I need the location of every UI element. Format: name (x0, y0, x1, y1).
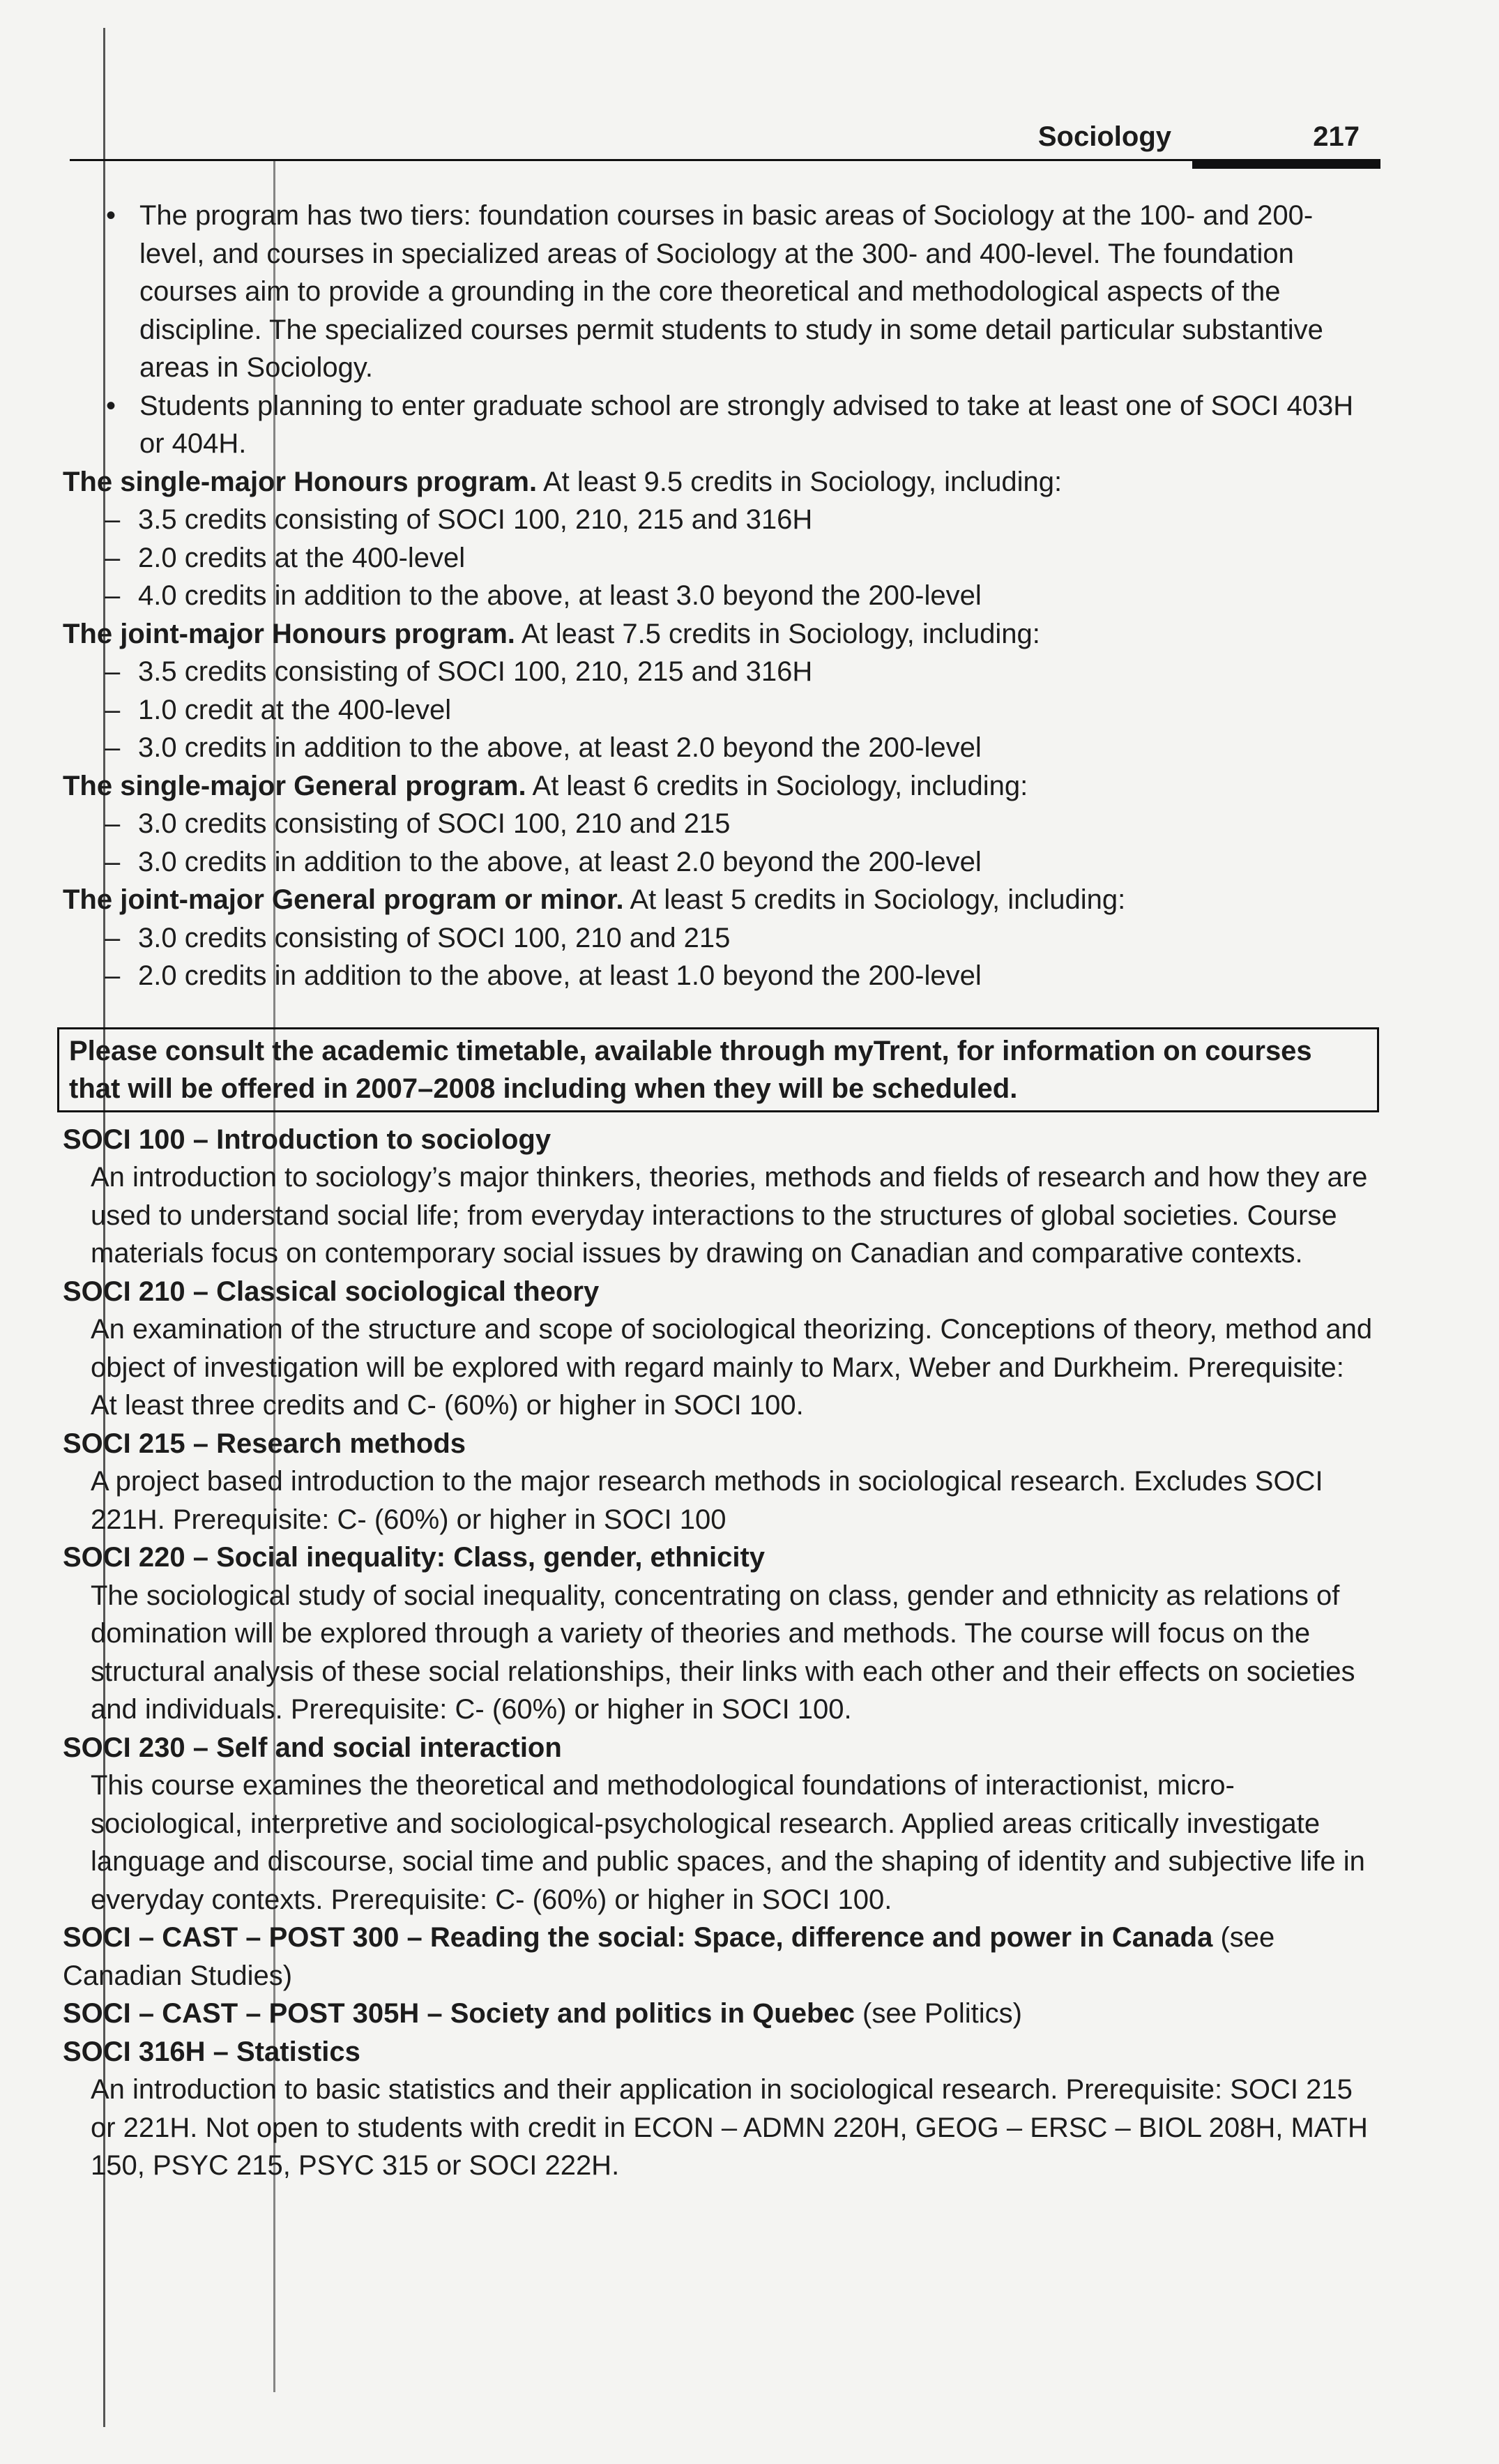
page-content (63, 197, 1374, 2185)
program-title: The joint-major Honours program. (63, 618, 515, 649)
page-number: 217 (1313, 121, 1360, 152)
course-description: An introduction to basic statistics and their application in sociological research. Prerequisite: SOCI 215 or 221H. Not open to students with credit in ECON – ADMN 220H, GEOG – ERSC – BIOL 208H, MATH 150, PSYC 215, PSYC 315 or SOCI 222H. (91, 2074, 1368, 2181)
course-description: The sociological study of social inequality, concentrating on class, gender and ethnicity as relations of domination will be explored through a variety of theories and methods. The course will focus on the structural analysis of these social relationships, their links with each other and their effects on societies and individuals. Prerequisite: C- (60%) or higher in SOCI 100. (91, 1580, 1355, 1725)
course-title: SOCI 316H – Statistics (63, 2036, 360, 2067)
program-title: The joint-major General program or minor. (63, 884, 624, 915)
course-soci-100 (63, 1121, 1374, 1273)
course-description: An introduction to sociology’s major thinkers, theories, methods and fields of research and how they are used to understand social life; from everyday interactions to the structures of global societies. Course materials focus on contemporary social issues by drawing on Canadian and comparative contexts. (91, 1162, 1368, 1269)
program-items (63, 653, 1374, 767)
course-title: SOCI – CAST – POST 305H – Society and politics in Quebec (63, 1998, 855, 2029)
list-item: – 3.0 credits in addition to the above, at least 2.0 beyond the 200-level (63, 729, 1374, 767)
course-title: SOCI 210 – Classical sociological theory (63, 1276, 600, 1307)
program-joint-major-honours (63, 615, 1374, 767)
course-title: SOCI 100 – Introduction to sociology (63, 1124, 551, 1155)
header-rule-accent (1192, 159, 1380, 169)
list-item: – 2.0 credits at the 400-level (63, 539, 1374, 577)
course-soci-cast-post-300 (63, 1919, 1374, 1995)
list-item: – 3.5 credits consisting of SOCI 100, 210, 215 and 316H (63, 653, 1374, 691)
program-requirement: At least 5 credits in Sociology, including: (623, 884, 1126, 915)
list-item: – 3.0 credits in addition to the above, at least 2.0 beyond the 200-level (63, 843, 1374, 882)
course-title: SOCI 230 – Self and social interaction (63, 1732, 562, 1763)
program-items (63, 501, 1374, 615)
list-item: – 3.0 credits consisting of SOCI 100, 210 and 215 (63, 919, 1374, 958)
program-single-major-general (63, 767, 1374, 882)
list-item: – 3.0 credits consisting of SOCI 100, 210 and 215 (63, 805, 1374, 843)
timetable-notice: Please consult the academic timetable, available through myTrent, for information on courses that will be offered in 2007–2008 including when they will be scheduled. (57, 1027, 1379, 1112)
list-item: – 3.5 credits consisting of SOCI 100, 210, 215 and 316H (63, 501, 1374, 539)
course-soci-316h (63, 2033, 1374, 2185)
header-rule (70, 159, 1380, 161)
program-single-major-honours (63, 463, 1374, 615)
program-requirement: At least 9.5 credits in Sociology, including: (537, 466, 1063, 497)
program-title: The single-major Honours program. (63, 466, 538, 497)
course-title: SOCI 220 – Social inequality: Class, gender, ethnicity (63, 1542, 766, 1573)
program-items (63, 805, 1374, 881)
list-item: – 2.0 credits in addition to the above, at least 1.0 beyond the 200-level (63, 957, 1374, 995)
course-soci-215 (63, 1425, 1374, 1539)
program-requirement: At least 6 credits in Sociology, including: (526, 770, 1028, 801)
program-items (63, 919, 1374, 995)
program-requirement: At least 7.5 credits in Sociology, including: (515, 618, 1040, 649)
intro-bullet-1: • The program has two tiers: foundation courses in basic areas of Sociology at the 100- and 200-level, and courses in specialized areas of Sociology at the 300- and 400-level. The foundation courses aim to provide a grounding in the core theoretical and methodological aspects of the discipline. The specialized courses permit students to study in some detail particular substantive areas in Sociology. (63, 197, 1374, 387)
course-title: SOCI – CAST – POST 300 – Reading the social: Space, difference and power in Canada (63, 1922, 1213, 1953)
course-description: This course examines the theoretical and methodological foundations of interactionist, micro-sociological, interpretive and sociological-psychological research. Applied areas critically investigate language and discourse, social time and public spaces, and the shaping of identity and subjective life in everyday contexts. Prerequisite: C- (60%) or higher in SOCI 100. (91, 1770, 1365, 1915)
course-description: An examination of the structure and scope of sociological theorizing. Conceptions of theory, method and object of investigation will be explored with regard mainly to Marx, Weber and Durkheim. Prerequisite: At least three credits and C- (60%) or higher in SOCI 100. (91, 1314, 1373, 1421)
section-title: Sociology (1037, 121, 1171, 152)
course-soci-210 (63, 1273, 1374, 1425)
course-description: A project based introduction to the major research methods in sociological research. Excludes SOCI 221H. Prerequisite: C- (60%) or higher in SOCI 100 (91, 1466, 1323, 1535)
intro-bullet-2: • Students planning to enter graduate school are strongly advised to take at least one of SOCI 403H or 404H. (63, 387, 1374, 463)
intro-bullets (63, 197, 1374, 463)
program-joint-major-general (63, 881, 1374, 995)
course-cross-reference: (see Canadian Studies) (63, 1922, 1275, 1991)
list-item: – 1.0 credit at the 400-level (63, 691, 1374, 730)
course-cross-reference: (see Politics) (854, 1998, 1022, 2029)
course-soci-230 (63, 1729, 1374, 1919)
course-soci-220 (63, 1539, 1374, 1729)
course-soci-cast-post-305h (63, 1995, 1374, 2033)
program-title: The single-major General program. (63, 770, 526, 801)
course-title: SOCI 215 – Research methods (63, 1428, 466, 1459)
list-item: – 4.0 credits in addition to the above, at least 3.0 beyond the 200-level (63, 577, 1374, 615)
